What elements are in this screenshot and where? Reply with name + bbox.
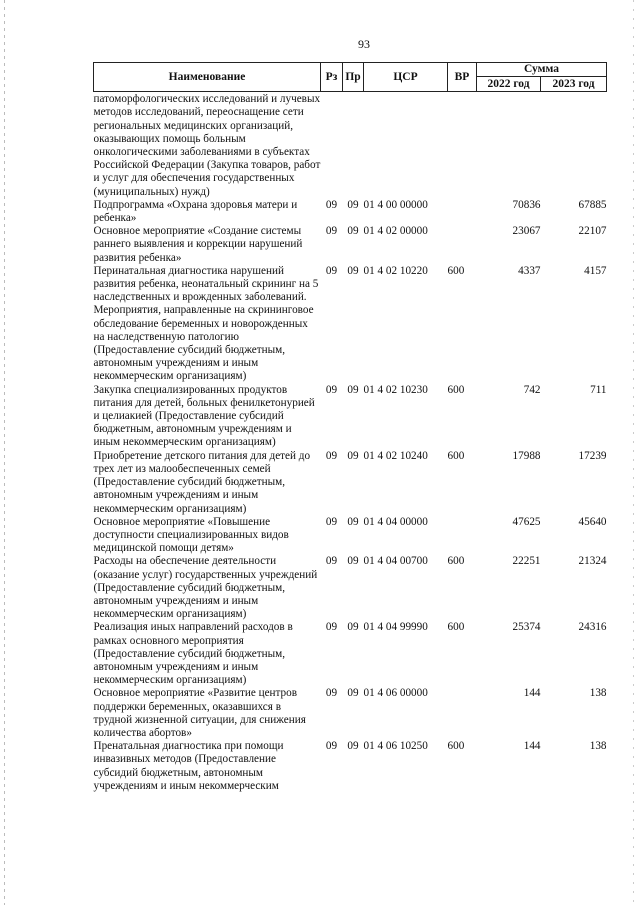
row-rz: 09 [325,687,338,700]
header-pr: Пр [343,63,364,92]
row-2022: 70836 [512,198,541,211]
row-2023: 22107 [578,225,607,238]
row-2023: 138 [589,687,607,700]
table-row [94,199,607,225]
row-2022: 742 [523,383,541,396]
row-csr: 01 4 02 10230 [363,383,428,396]
row-2023: 17239 [578,449,607,462]
row-csr: 01 4 00 00000 [363,198,428,211]
scan-edge-left [4,0,5,905]
row-name: Расходы на обеспечение деятельности (оказание услуг) государственных учреждений (Предоставление субсидий бюджетным, автономным учреждениям и иным некоммерческим организациям) [93,555,318,621]
header-year-2023: 2023 год [541,77,607,92]
row-name: патоморфологических исследований и лучевых методов исследований, переоснащение сети региональных медицинских организаций, оказывающих помощь больным онкологическими заболеваниями в субъектах Российской Федерации (Закупка товаров, работ и услуг для обеспечения государственных (муниципальных) нужд) [93,93,321,198]
row-name: Подпрограмма «Охрана здоровья матери и ребенка» [93,198,298,225]
row-pr: 09 [347,264,359,277]
row-rz: 09 [325,264,338,277]
header-vr: ВР [448,63,477,92]
header-csr: ЦСР [364,63,448,92]
header-sum: Сумма [477,63,607,77]
row-2023: 711 [590,383,607,396]
row-rz: 09 [325,383,338,396]
row-pr: 09 [347,621,359,634]
table-row [94,265,607,384]
row-pr: 09 [347,555,359,568]
row-2022: 4337 [518,264,541,277]
table-row [94,687,607,740]
row-2022: 17988 [512,449,541,462]
row-name: Основное мероприятие «Повышение доступности специализированных видов медицинской помощи детям» [93,515,289,555]
row-pr: 09 [347,198,359,211]
row-csr [364,92,448,199]
header-year-2022: 2022 год [477,77,541,92]
row-rz: 09 [325,198,338,211]
row-name: Реализация иных направлений расходов в рамках основного мероприятия (Предоставление субсидий бюджетным, автономным учреждениям и иным некоммерческим организациям) [93,621,293,687]
row-vr: 600 [447,555,465,568]
row-csr: 01 4 04 00700 [363,555,428,568]
row-vr: 600 [447,449,465,462]
row-csr: 01 4 02 10240 [363,449,428,462]
scan-edge-right [633,0,634,905]
row-rz: 09 [325,621,338,634]
row-vr: 600 [447,264,465,277]
row-name: Закупка специализированных продуктов питания для детей, больных фенилкетонурией и целиакией (Предоставление субсидий бюджетным, автономным учреждениям и иным некоммерческим организациям) [93,383,315,449]
row-2022: 144 [523,740,541,753]
row-2022: 25374 [512,621,541,634]
table-row [94,225,607,265]
row-rz: 09 [325,225,338,238]
row-2022: 22251 [512,555,541,568]
row-2023: 138 [589,740,607,753]
row-pr: 09 [347,449,359,462]
row-2023: 45640 [578,515,607,528]
row-vr [448,92,477,199]
row-name: Основное мероприятие «Создание системы раннего выявления и коррекции нарушений развития ребенка» [93,225,303,264]
table-body [94,92,607,793]
row-2022: 23067 [512,225,541,238]
table-row [94,92,607,199]
table-row [94,555,607,621]
row-2023 [541,92,607,199]
row-csr: 01 4 02 10220 [363,264,428,277]
table-row [94,740,607,793]
row-pr: 09 [347,687,359,700]
row-csr: 01 4 02 00000 [363,225,428,238]
row-csr: 01 4 04 00000 [363,515,428,528]
row-vr: 600 [447,740,465,753]
row-2022: 47625 [512,515,541,528]
row-name: Пренатальная диагностика при помощи инвазивных методов (Предоставление субсидий бюджетным, автономным учреждениям и иным некоммерческим [93,740,284,792]
row-rz: 09 [325,449,338,462]
row-rz [321,92,343,199]
row-vr: 600 [447,383,465,396]
budget-table [93,62,607,793]
row-2022: 144 [523,687,541,700]
row-rz: 09 [325,515,338,528]
table-row [94,384,607,450]
row-2022 [477,92,541,199]
row-vr [448,225,477,265]
row-pr: 09 [347,225,359,238]
table-header [94,63,607,92]
row-csr: 01 4 06 00000 [363,687,428,700]
table-row [94,621,607,687]
row-pr: 09 [347,740,359,753]
row-vr [448,687,477,740]
row-csr: 01 4 04 99990 [363,621,428,634]
row-vr [448,199,477,225]
table-row [94,450,607,516]
row-2023: 21324 [578,555,607,568]
page-number: 93 [358,37,370,51]
row-pr: 09 [347,515,359,528]
row-name: Приобретение детского питания для детей до трех лет из малообеспеченных семей (Предоставление субсидий бюджетным, автономным учреждениям и иным некоммерческим организациям) [93,449,311,515]
header-name: Наименование [94,63,321,92]
row-pr: 09 [347,383,359,396]
row-csr: 01 4 06 10250 [363,740,428,753]
row-pr [343,92,364,199]
row-rz: 09 [325,740,338,753]
row-name: Перинатальная диагностика нарушений развития ребенка, неонатальный скрининг на 5 наследственных и врожденных заболеваний. Мероприятия, направленные на скрининговое обследование беременных и новорожденных на наследственную патологию (Предоставление субсидий бюджетным, автономным учреждениям и иным некоммерческим организациям) [93,264,319,383]
header-rz: Рз [321,63,343,92]
row-name: Основное мероприятие «Развитие центров поддержки беременных, оказавшихся в трудной жизненной ситуации, для снижения количества абортов» [93,687,306,739]
table-row [94,516,607,556]
row-2023: 4157 [584,264,607,277]
row-rz: 09 [325,555,338,568]
row-vr: 600 [447,621,465,634]
row-2023: 24316 [578,621,607,634]
row-2023: 67885 [578,198,607,211]
row-vr [448,516,477,556]
